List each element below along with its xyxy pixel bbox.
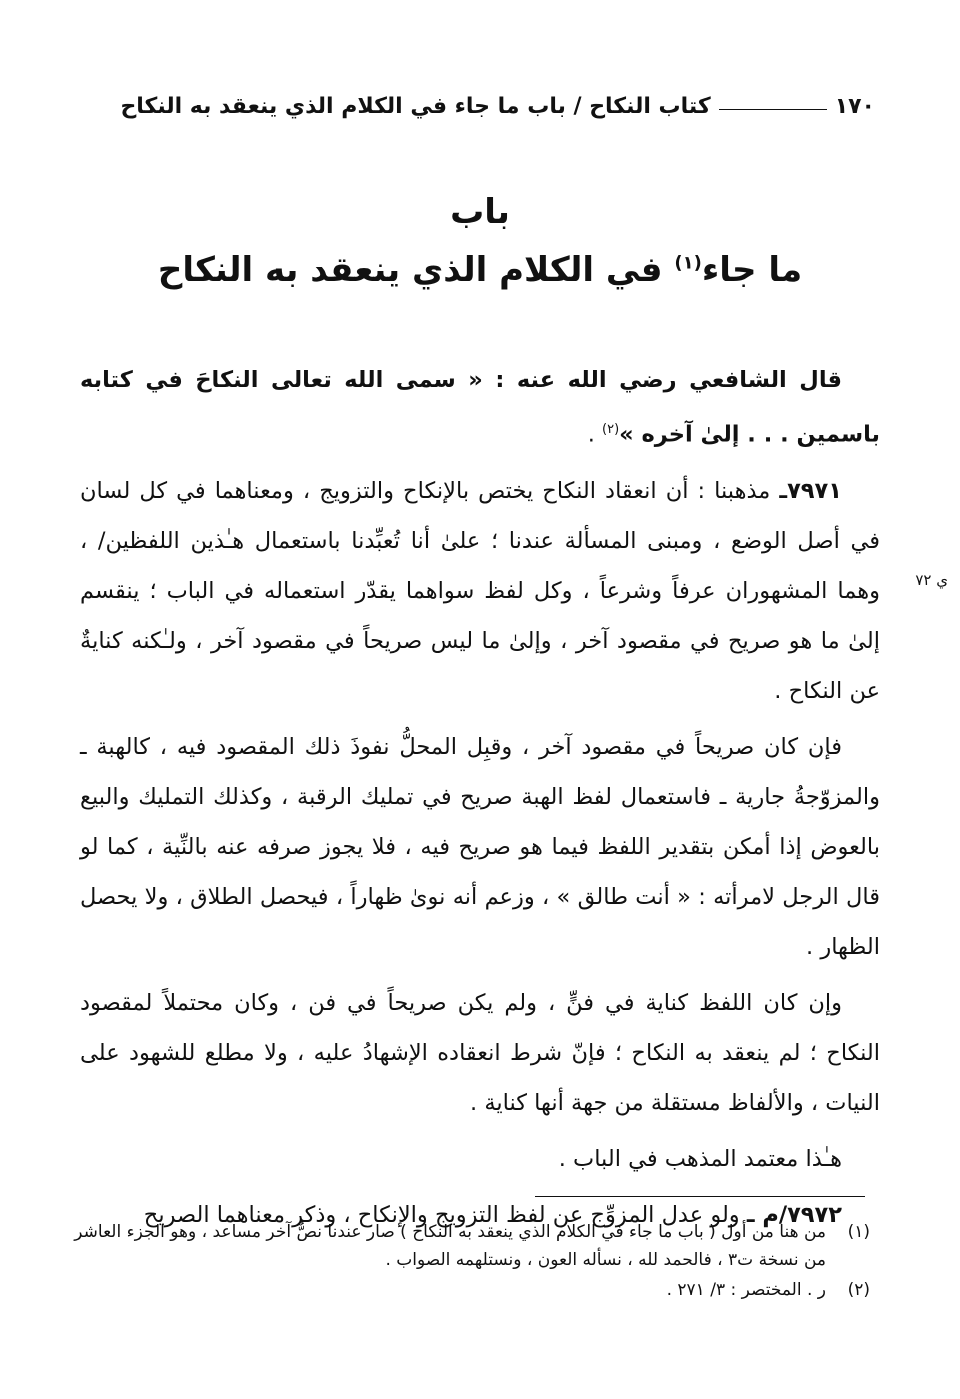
chapter-title-rest: في الكلام الذي ينعقد به النكاح <box>157 250 663 290</box>
paragraph-quote <box>80 355 880 460</box>
quote-footnote-ref: (٢) <box>602 422 620 437</box>
header-rule <box>719 109 827 110</box>
running-header <box>85 88 875 124</box>
chapter-label: باب <box>450 192 510 232</box>
paragraph-hiba: فإن كان صريحاً في مقصود آخر ، وقبِل المحلُّ نفوذَ ذلك المقصود فيه ، كالهبة ـ والمزوّجةُ جارية ـ فاستعمال لفظ الهبة صريح في تمليك الرقبة ، وكذلك التمليك والبيع بالعوض إذا أمكن بتقدير اللفظ فيما هو صريح فيه ، فلا يجوز صرفه عنه بالنِّية ، كما لو قال الرجل لامرأته : « أنت طالق » ، وزعم أنه نوىٰ ظهاراً ، فيحصل الطلاق ، ولا يحصل الظهار . <box>80 733 880 960</box>
paragraph-text-7972: ولو عدل المزوِّج عن لفظ التزويج والإنكاح ، وذكر معناهما الصريح <box>143 1201 747 1228</box>
footnote-rule <box>535 1196 865 1197</box>
footnote <box>70 1276 870 1304</box>
running-title: كتاب النكاح / باب ما جاء في الكلام الذي ينعقد به النكاح <box>120 93 711 119</box>
paragraph-7971 <box>80 466 880 716</box>
chapter-title-start: ما جاء <box>701 250 803 290</box>
margin-manuscript-note: ي ٧٢ <box>915 571 948 589</box>
page-number: ١٧٠ <box>834 93 875 119</box>
paragraph-conclusion: هـٰذا معتمد المذهب في الباب . <box>558 1145 842 1172</box>
body-text <box>80 355 880 1246</box>
paragraph-number-7972: ٧٩٧٢/م ـ <box>746 1201 842 1228</box>
paragraph-kinaya: وإن كان اللفظ كناية في فنٍّ ، ولم يكن صريحاً في فن ، وكان محتملاً لمقصود النكاح ؛ لم ينعقد به النكاح ؛ فإنّ شرط انعقاده الإشهادُ عليه ، ولا مطلع للشهود على النيات ، والألفاظ مستقلة من جهة أنها كناية . <box>80 989 880 1116</box>
footnote <box>70 1218 870 1274</box>
footnote-number: (١) <box>847 1222 870 1242</box>
footnotes <box>70 1218 870 1306</box>
quote-text: قال الشافعي رضي الله عنه : « سمى الله تعالى النكاحَ في كتابه باسمين . . . إلىٰ آخره » <box>80 367 880 448</box>
footnote-text: ر . المختصر : ٣/ ٢٧١ . <box>666 1280 826 1300</box>
chapter-title <box>60 250 900 290</box>
chapter-title-footnote-ref: (١) <box>674 252 702 274</box>
paragraph-number-7971: ٧٩٧١ـ <box>779 477 842 504</box>
footnote-text: من هنا من أول ( باب ما جاء في الكلام الذي ينعقد به النكاح ) صار عندنا نصٌّ آخر مساعد ، وهو الجزء العاشر من نسخة ت٣ ، فالحمد لله ، نسأله العون ، ونستلهمه الصواب . <box>74 1222 826 1270</box>
paragraph-text-7971: مذهبنا : أن انعقاد النكاح يختص بالإنكاح والتزويج ، ومعناهما في كل لسان في أصل الوضع ، ومبنى المسألة عندنا ؛ علىٰ أنا تُعبِّدنا باستعمال هـٰذين اللفظين/ ، وهما المشهوران عرفاً وشرعاً ، وكل لفظ سواهما يقدّر استعماله في الباب ؛ ينقسم إلىٰ ما هو صريح في مقصود آخر ، وإلىٰ ما ليس صريحاً في مقصود آخر ، ولـٰكنه كنايةٌ عن النكاح . <box>80 477 880 704</box>
quote-end: . <box>587 421 602 448</box>
footnote-number: (٢) <box>847 1280 870 1300</box>
